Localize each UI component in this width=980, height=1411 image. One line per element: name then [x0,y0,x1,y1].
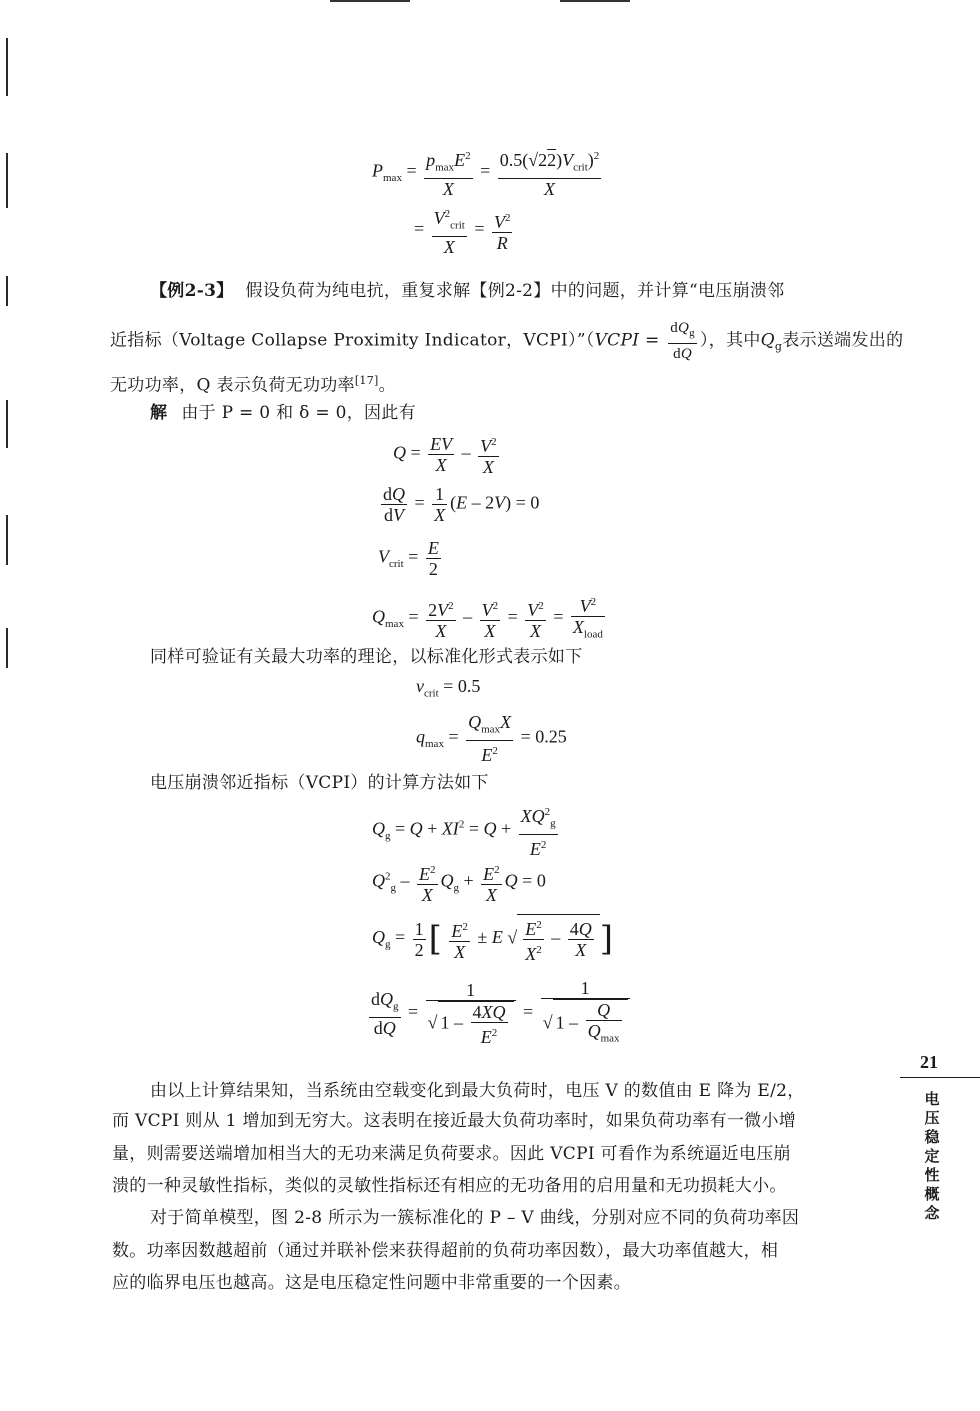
equation-vcrit: $V_{crit}$ = $\frac{E}{2}$ [378,538,439,579]
equation-pmax-1: $P_{max}$ = $\frac{p_{max}E^2}{X}$ = $\frac{0.5(√22)V_{crit})^2}{X}$ [372,146,604,199]
equation-q-max-normalized: $q_{max}$ = $\frac{Q_{max}X}{E^2}$ = 0.25 [416,712,567,765]
equation-qg: $Q_g = Q + XI^2 = Q$ + $\frac{XQ^2_g}{E^2}$ [372,802,561,859]
equation-dq-dv: $\frac{dQ}{dV}$ = $\frac{1}{X}$ (E – 2V) = 0 [383,484,540,525]
solution-line: 解 由于 P = 0 和 δ = 0，因此有 [150,403,416,423]
paragraph-line: 对于简单模型，图 2-8 所示为一簇标准化的 P – V 曲线，分别对应不同的负荷功率因 [150,1208,800,1228]
example-line-3: 无功功率，Q 表示负荷无功功率[17]。 [110,374,396,396]
scan-mark [6,38,8,96]
page-number-rule [900,1077,980,1078]
paragraph-line: 而 VCPI 则从 1 增加到无穷大。这表明在接近最大负荷功率时，如果负荷功率有一微小增 [112,1111,797,1131]
paragraph-line: 量，则需要送端增加相当大的无功来满足负荷要求。因此 VCPI 可看作为系统逼近电压崩 [112,1144,791,1164]
equation-dqg-dq: $\frac{dQ_g}{dQ}$ = 1 √ 1 – $\frac{4XQ}{E^2}$ = 1 √ 1 – $\frac{Q}{Q_{max}}$ [366,978,633,1049]
equation-v-crit-normalized: $v_{crit} = 0.5$ [416,676,481,700]
scan-mark [6,515,8,565]
paragraph-line: 溃的一种灵敏性指标，类似的灵敏性指标还有相应的无功备用的启用量和无功损耗大小。 [112,1176,787,1196]
equation-qg-solution: $Q_g$ = $\frac{1}{2}$ [ $\frac{E^2}{X}$ ± E √ $\frac{E^2}{X^2}$ – $\frac{4Q}{X}$ ] [372,914,613,964]
side-chapter-title: 电 压 稳 定 性 概 念 [924,1090,940,1222]
paragraph-line: 数。功率因数越超前（通过并联补偿来获得超前的负荷功率因数），最大功率值越大，相 [112,1241,779,1261]
example-line-2: 近指标（Voltage Collapse Proximity Indicator，VCPI）”（VCPI = $\frac{dQ_g}{dQ}$ ），其中$Q_g$表示送端发出的 [110,320,904,362]
scan-mark [6,628,8,668]
scan-mark [6,153,8,208]
paragraph-line: 应的临界电压也越高。这是电压稳定性问题中非常重要的一个因素。 [112,1273,631,1293]
scan-mark [6,400,8,448]
paragraph-line: 由以上计算结果知，当系统由空载变化到最大负荷时，电压 V 的数值由 E 降为 E/2， [150,1081,805,1101]
example-line-1: 【例2-3】 假设负荷为纯电抗，重复求解【例2-2】中的问题，并计算“电压崩溃邻 [150,281,785,301]
equation-qmax: $Q_{max}$ = $\frac{2V^2}{X}$ – $\frac{V^2}{X}$ = $\frac{V^2}{X}$ = $\frac{V^2}{X_{load}}$ [372,592,608,645]
equation-q: Q = $\frac{EV}{X}$ – $\frac{V^2}{X}$ [393,434,497,477]
vcpi-method-line: 电压崩溃邻近指标（VCPI）的计算方法如下 [150,773,489,793]
page-number: 21 [920,1052,938,1072]
equation-pmax-2: = $\frac{V^2_{crit}}{X}$ = $\frac{V^2}{R}$ [414,204,515,257]
verify-line: 同样可验证有关最大功率的理论，以标准化形式表示如下 [150,647,583,667]
top-rule [560,0,630,2]
equation-qg-quadratic: $Q^2_g$ – $\frac{E^2}{X}$ $Q_g$ + $\frac{E^2}{X}$ Q = 0 [372,860,546,905]
top-rule [330,0,410,2]
scan-mark [6,276,8,306]
